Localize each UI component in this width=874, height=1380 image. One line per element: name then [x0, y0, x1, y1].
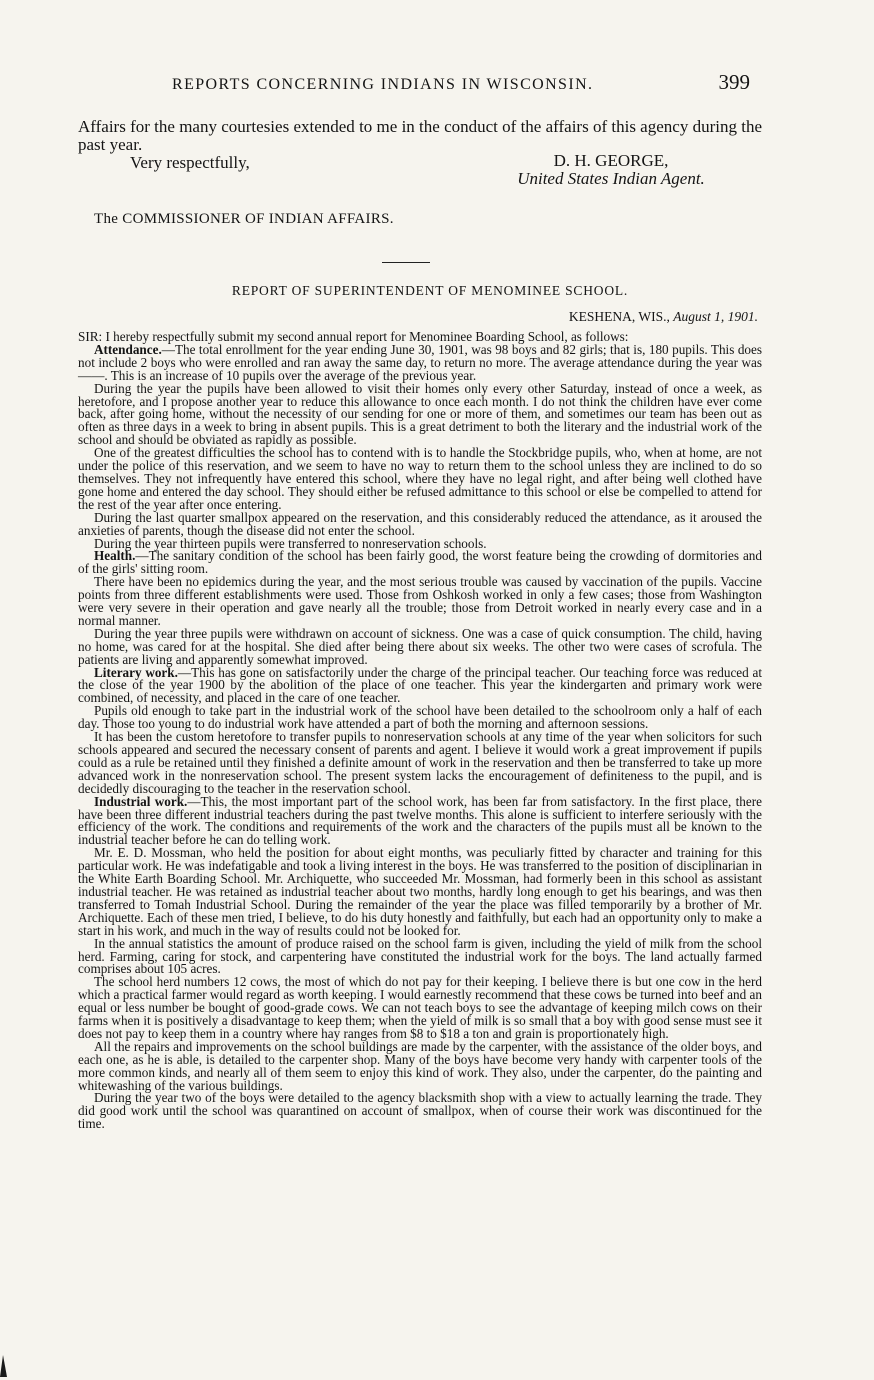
report-paragraph — [78, 664, 762, 706]
report-paragraph — [78, 625, 762, 667]
paragraph-text: One of the greatest difficulties the school has to contend with is to handle the Stockbridge pupils, who, when at home, are not under the police of this reservation, and we seem to have no way to return them to the school unless they are inclined to do so themselves. They not infrequently have entered this school, where they have no legal right, and after being well clothed have gone home and entered the day school. They should either be refused admittance to this school or else be compelled to attend for the rest of the year after once entering. — [78, 445, 762, 512]
margin-mark-icon — [0, 1355, 10, 1377]
report-paragraph — [78, 576, 762, 628]
report-paragraph — [78, 847, 762, 937]
section-divider — [382, 262, 430, 263]
signer-name: D. H. GEORGE, — [553, 151, 669, 170]
closing-section — [78, 118, 762, 228]
signature-block — [78, 151, 762, 194]
paragraph-text: During the year thirteen pupils were transferred to nonreservation schools. — [94, 535, 487, 551]
page-number: 399 — [718, 70, 750, 94]
addressee: The COMMISSIONER OF INDIAN AFFAIRS. — [94, 211, 394, 227]
report-paragraph — [78, 793, 762, 848]
paragraph-text: It has been the custom heretofore to transfer pupils to nonreservation schools at any time of the year when solicitors for such schools appeared and secured the necessary consent of parents and agent. I believe it would work a great improvement if pupils could as a rule be retained until they finished a definite amount of work in the reservation and then be transferred to take up more advanced work in the nonreservation school. The present system lacks the encouragement of definiteness to the pupil, and is decidedly discouraging to the teacher in the reservation school. — [78, 729, 762, 796]
paragraph-text: During the year the pupils have been allowed to visit their homes only every other Saturday, instead of once a week, as heretofore, and I propose another year to reduce this allowance to once each month. I do not think the children have ever come back, after going home, without the necessity of our sending for one or more of them, and sometimes our team has been out as often as three days in a week to bring in absent pupils. This is a great detriment to both the literary and the industrial work of the school and should be obviated as rapidly as possible. — [78, 380, 762, 448]
dateline-date: August 1, 1901. — [673, 309, 758, 324]
signer-title: United States Indian Agent. — [517, 169, 705, 188]
report-paragraph — [78, 1038, 762, 1093]
running-head-title: REPORTS CONCERNING INDIANS IN WISCONSIN. — [172, 76, 594, 93]
paragraph-text: The school herd numbers 12 cows, the most of which do not pay for their keeping. I believe there is but one cow in the herd which a practical farmer would regard as worth keeping. I would earnestly recommend that these cows be turned into beef and an equal or less number be bought of good-grade cows. We can not teach boys to see the advantage of keeping milch cows on their farms when it is positively a disadvantage to keep them; when the yield of milk is so small that a boy with good sense must see it does not pay to keep them in a country where hay ranges from $8 to $18 a ton and grain is proportionately high. — [78, 974, 762, 1041]
paragraph-run-in-heading: Literary work. — [94, 664, 178, 680]
paragraph-text: —The sanitary condition of the school has been fairly good, the worst feature being the crowding of dormitories and of the girls' sitting room. — [78, 548, 762, 577]
document-page — [78, 70, 762, 1131]
paragraph-run-in-heading: Industrial work. — [94, 793, 188, 809]
dateline — [78, 309, 758, 325]
report-body — [78, 331, 762, 1131]
report-paragraph — [78, 509, 762, 538]
paragraph-text: There have been no epidemics during the year, and the most serious trouble was caused by vaccination of the pupils. Vaccine points from three different establishments were used. Those from Oshkosh worked in only a few cases; those from Washington were very severe in their operation and gave nearly all the trouble; those from Detroit worked in nearly every case and in a normal manner. — [78, 574, 762, 628]
paragraph-text: SIR: I hereby respectfully submit my second annual report for Menominee Boarding School, as follows: — [78, 329, 629, 344]
paragraph-text: —This has gone on satisfactorily under the charge of the principal teacher. Our teaching force was reduced at the close of the year 1900 by the abolition of the place of one teacher. This year the kindergarten and primary work were combined, of necessity, and placed in the care of one teacher. — [78, 664, 762, 706]
paragraph-text: During the year two of the boys were detailed to the agency blacksmith shop with a view to actually learning the trade. They did good work until the school was quarantined on account of smallpox, when of course their work was discontinued for the time. — [78, 1090, 762, 1132]
paragraph-text: Mr. E. D. Mossman, who held the position for about eight months, was peculiarly fitted by character and training for this particular work. He was indefatigable and took a living interest in the boys. He was transferred to the position of disciplinarian in the White Earth Boarding School. Mr. Archiquette, who succeeded Mr. Mossman, had formerly been in this school as assistant industrial teacher. He was retained as industrial teacher about two months, hardly long enough to get his bearings, and was then transferred to Tomah Industrial School. During the remainder of the year the place was filled temporarily by a brother of Mr. Archiquette. Each of these men tried, I believe, to do his duty honestly and faithfully, but each had an opportunity only to make a start in his work, and much in the way of results could not be looked for. — [78, 845, 762, 938]
signer — [496, 152, 726, 188]
report-paragraph — [78, 976, 762, 1041]
paragraph-text: In the annual statistics the amount of produce raised on the school farm is given, including the yield of milk from the school herd. Farming, caring for stock, and carpentering have constituted the industrial work for the boys. The land actually farmed comprises about 105 acres. — [78, 935, 762, 977]
paragraph-text: —This, the most important part of the school work, has been far from satisfactory. In the first place, there have been three different industrial teachers during the past twelve months. This alone is sufficient to interfere seriously with the efficiency of the work. The conditions and requirements of the work and the characters of the pupils must all be known to the industrial teacher before he can do telling work. — [78, 793, 762, 848]
report-paragraph — [78, 935, 762, 977]
report-paragraph — [78, 705, 762, 731]
dateline-place: KESHENA, WIS., — [568, 309, 670, 324]
salutation: Very respectfully, — [130, 153, 250, 172]
report-heading: REPORT OF SUPERINTENDENT OF MENOMINEE SCHOOL. — [231, 283, 629, 298]
closing-text: Affairs for the many courtesies extended to me in the conduct of the affairs of this agency during the past year. — [78, 117, 762, 154]
paragraph-run-in-heading: Health. — [94, 548, 136, 564]
paragraph-run-in-heading: Attendance. — [94, 341, 162, 357]
paragraph-text: —The total enrollment for the year ending June 30, 1901, was 98 boys and 82 girls; that is, 180 pupils. This does not include 2 boys who were enrolled and ran away the same day, to return no more. The average attendance during the year was ——. This is an increase of 10 pupils over the average of the previous year. — [78, 341, 762, 383]
paragraph-text: All the repairs and improvements on the school buildings are made by the carpenter, with the assistance of the older boys, and each one, as he is able, is detailed to the carpenter shop. Many of the boys have become very handy with carpenter tools of the more common kinds, and nearly all of them seem to enjoy this kind of work. They also, under the carpenter, do the painting and whitewashing of the various buildings. — [78, 1038, 762, 1093]
paragraph-text: During the year three pupils were withdrawn on account of sickness. One was a case of quick consumption. The child, having no home, was cared for at the hospital. She died after being there about six weeks. The other two were cases of scrofula. The patients are living and apparently somewhat improved. — [78, 625, 762, 667]
paragraph-text: During the last quarter smallpox appeared on the reservation, and this considerably reduced the attendance, as it aroused the anxieties of parents, though the disease did not enter the school. — [78, 509, 762, 538]
report-paragraph — [78, 1092, 762, 1131]
report-paragraph — [78, 447, 762, 512]
report-paragraph — [78, 550, 762, 576]
report-paragraph — [78, 341, 762, 383]
report-paragraph — [78, 731, 762, 796]
paragraph-text: Pupils old enough to take part in the industrial work of the school have been detailed to the schoolroom only a half of each day. Those too young to do industrial work have attended a part of both the morning and afternoon sessions. — [78, 703, 762, 732]
report-paragraph — [78, 380, 762, 448]
running-head — [78, 70, 762, 104]
